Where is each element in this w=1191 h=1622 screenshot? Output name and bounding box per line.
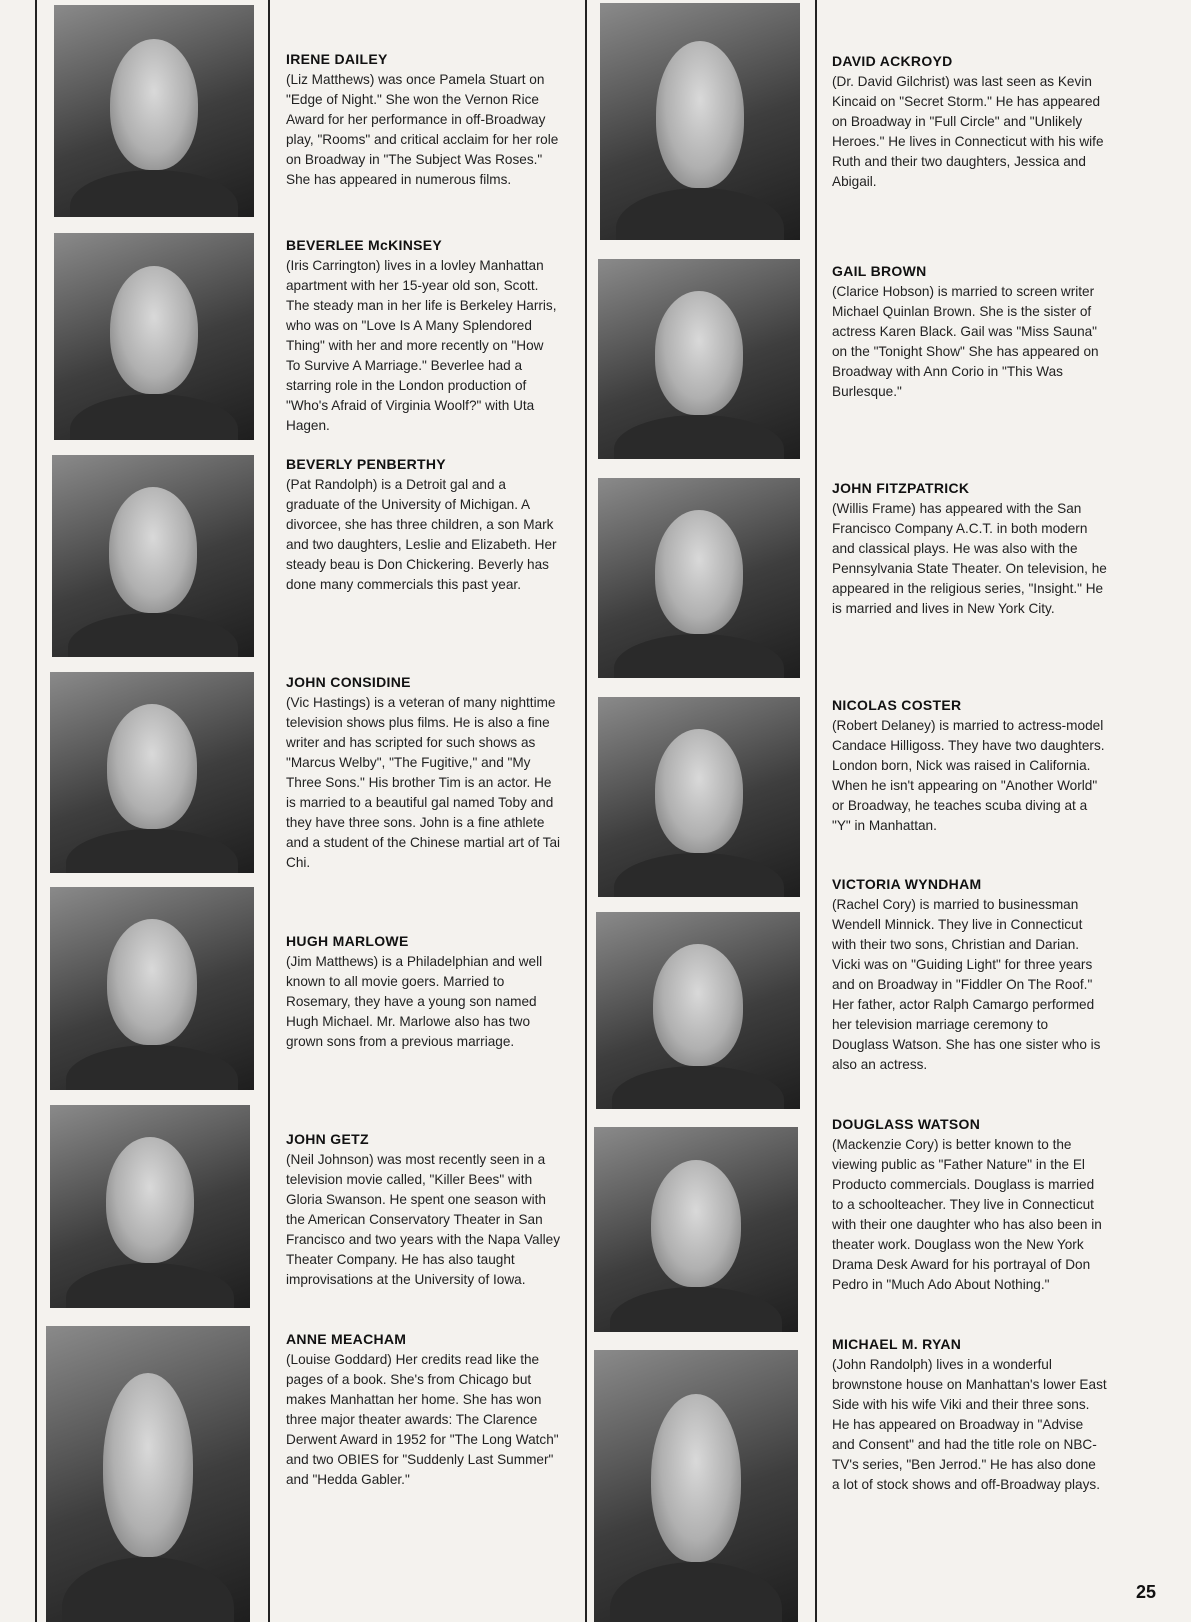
actor-bio: (Rachel Cory) is married to businessman Wendell Minnick. They live in Connecticut with their two sons, Christian and Darian. Vicki was on "Guiding Light" for three years and on Broadway in "Fiddler On The Roof." Her father, actor Ralph Camargo performed her television marriage ceremony to Douglass Watson. She has one sister who is also an actress. <box>832 897 1101 1072</box>
portrait-photo-david-ackroyd <box>600 3 800 240</box>
bio-beverlee-mckinsey <box>286 236 561 436</box>
bio-beverly-penberthy <box>286 455 561 595</box>
actor-name: BEVERLY PENBERTHY <box>286 456 446 472</box>
actor-bio: (Clarice Hobson) is married to screen writer Michael Quinlan Brown. She is the sister of actress Karen Black. Gail was "Miss Sauna" on the "Tonight Show" She has appeared on Broadway with Ann Corio in "This Was Burlesque." <box>832 284 1099 399</box>
bio-hugh-marlowe <box>286 932 561 1052</box>
actor-name: DOUGLASS WATSON <box>832 1116 981 1132</box>
portrait-photo-john-getz <box>50 1105 250 1308</box>
portrait-photo-john-fitzpatrick <box>598 478 800 678</box>
portrait-photo-nicolas-coster <box>598 697 800 897</box>
bio-victoria-wyndham <box>832 875 1107 1075</box>
actor-bio: (Louise Goddard) Her credits read like the pages of a book. She's from Chicago but makes Manhattan her home. She has won three major theater awards: The Clarence Derwent Award in 1952 for "The Long Watch" and two OBIES for "Suddenly Last Summer" and "Hedda Gabler." <box>286 1352 559 1487</box>
actor-bio: (Liz Matthews) was once Pamela Stuart on "Edge of Night." She won the Vernon Rice Award for her performance in off-Broadway play, "Rooms" and critical acclaim for her role on Broadway in "The Subject Was Roses." She has appeared in numerous films. <box>286 72 559 187</box>
portrait-photo-victoria-wyndham <box>596 912 800 1109</box>
actor-name: BEVERLEE McKINSEY <box>286 237 443 253</box>
portrait-photo-beverly-penberthy <box>52 455 254 657</box>
actor-name: JOHN FITZPATRICK <box>832 480 970 496</box>
actor-name: GAIL BROWN <box>832 263 927 279</box>
page-number: 25 <box>1135 1582 1156 1602</box>
actor-bio: (Pat Randolph) is a Detroit gal and a graduate of the University of Michigan. A divorcee, she has three children, a son Mark and two daughters, Leslie and Elizabeth. Her steady beau is Don Chickering. Beverly has done many commercials this past year. <box>286 477 557 592</box>
actor-bio: (Dr. David Gilchrist) was last seen as Kevin Kincaid on "Secret Storm." He has appeared on Broadway in "Full Circle" and "Unlikely Heroes." He lives in Connecticut with his wife Ruth and their two daughters, Jessica and Abigail. <box>832 74 1104 189</box>
actor-bio: (Jim Matthews) is a Philadelphian and well known to all movie goers. Married to Rosemary, they have a young son named Hugh Michael. Mr. Marlowe also has two grown sons from a previous marriage. <box>286 954 543 1049</box>
actor-bio: (Robert Delaney) is married to actress-model Candace Hilligoss. They have two daughters. London born, Nick was raised in California. When he isn't appearing on "Another World" or Broadway, he teaches scuba diving at a "Y" in Manhattan. <box>832 718 1105 833</box>
actor-bio: (Willis Frame) has appeared with the San Francisco Company A.C.T. in both modern and classical plays. He was also with the Pennsylvania State Theater. On television, he appeared in the religious series, "Insight." He is married and lives in New York City. <box>832 501 1107 616</box>
portrait-photo-douglass-watson <box>594 1127 798 1332</box>
actor-name: JOHN GETZ <box>286 1131 369 1147</box>
column-rule-4 <box>815 0 817 1622</box>
portrait-photo-gail-brown <box>598 259 800 459</box>
actor-name: MICHAEL M. RYAN <box>832 1336 962 1352</box>
actor-bio: (Neil Johnson) was most recently seen in a television movie called, "Killer Bees" with Gloria Swanson. He spent one season with the American Conservatory Theater in San Francisco and two years with the Napa Valley Theater Company. He has also taught improvisations at the University of Iowa. <box>286 1152 561 1287</box>
actor-name: IRENE DAILEY <box>286 51 388 67</box>
actor-bio: (John Randolph) lives in a wonderful brownstone house on Manhattan's lower East Side with his wife Viki and their three sons. He has appeared on Broadway in "Advise and Consent" and had the title role on NBC-TV's series, "Ben Jerrod." He has also done a lot of stock shows and off-Broadway plays. <box>832 1357 1107 1492</box>
column-rule-1 <box>35 0 37 1622</box>
actor-name: JOHN CONSIDINE <box>286 674 411 690</box>
actor-bio: (Iris Carrington) lives in a lovley Manhattan apartment with her 15-year old son, Scott. The steady man in her life is Berkeley Harris, who was on "Love Is A Many Splendored Thing" with her and more recently on "How To Survive A Marriage." Beverlee had a starring role in the London production of "Who's Afraid of Virginia Woolf?" with Uta Hagen. <box>286 258 557 433</box>
bio-david-ackroyd <box>832 52 1107 192</box>
column-rule-3 <box>585 0 587 1622</box>
bio-gail-brown <box>832 262 1107 402</box>
column-rule-2 <box>268 0 270 1622</box>
portrait-photo-john-considine <box>50 672 254 873</box>
bio-douglass-watson <box>832 1115 1107 1295</box>
portrait-photo-hugh-marlowe <box>50 887 254 1090</box>
portrait-photo-beverlee-mckinsey <box>54 233 254 440</box>
portrait-photo-irene-dailey <box>54 5 254 217</box>
actor-name: VICTORIA WYNDHAM <box>832 876 982 892</box>
bio-michael-ryan <box>832 1335 1107 1495</box>
bio-john-getz <box>286 1130 561 1290</box>
portrait-photo-michael-ryan <box>594 1350 798 1622</box>
actor-name: HUGH MARLOWE <box>286 933 409 949</box>
bio-nicolas-coster <box>832 696 1107 836</box>
actor-bio: (Vic Hastings) is a veteran of many nighttime television shows plus films. He is also a fine writer and has scripted for such shows as "Marcus Welby", "The Fugitive," and "My Three Sons." His brother Tim is an actor. He is married to a beautiful gal named Toby and they have three sons. John is a fine athlete and a student of the Chinese martial art of Tai Chi. <box>286 695 561 870</box>
bio-john-fitzpatrick <box>832 479 1107 619</box>
bio-john-considine <box>286 673 561 873</box>
actor-name: DAVID ACKROYD <box>832 53 953 69</box>
actor-bio: (Mackenzie Cory) is better known to the viewing public as "Father Nature" in the El Producto commercials. Douglass is married to a schoolteacher. They live in Connecticut with their one daughter who has also been in theater work. Douglass won the New York Drama Desk Award for his portrayal of Don Pedro in "Much Ado About Nothing." <box>832 1137 1102 1292</box>
bio-anne-meacham <box>286 1330 561 1490</box>
portrait-photo-anne-meacham <box>46 1326 250 1622</box>
bio-irene-dailey <box>286 50 561 190</box>
actor-name: NICOLAS COSTER <box>832 697 962 713</box>
actor-name: ANNE MEACHAM <box>286 1331 407 1347</box>
